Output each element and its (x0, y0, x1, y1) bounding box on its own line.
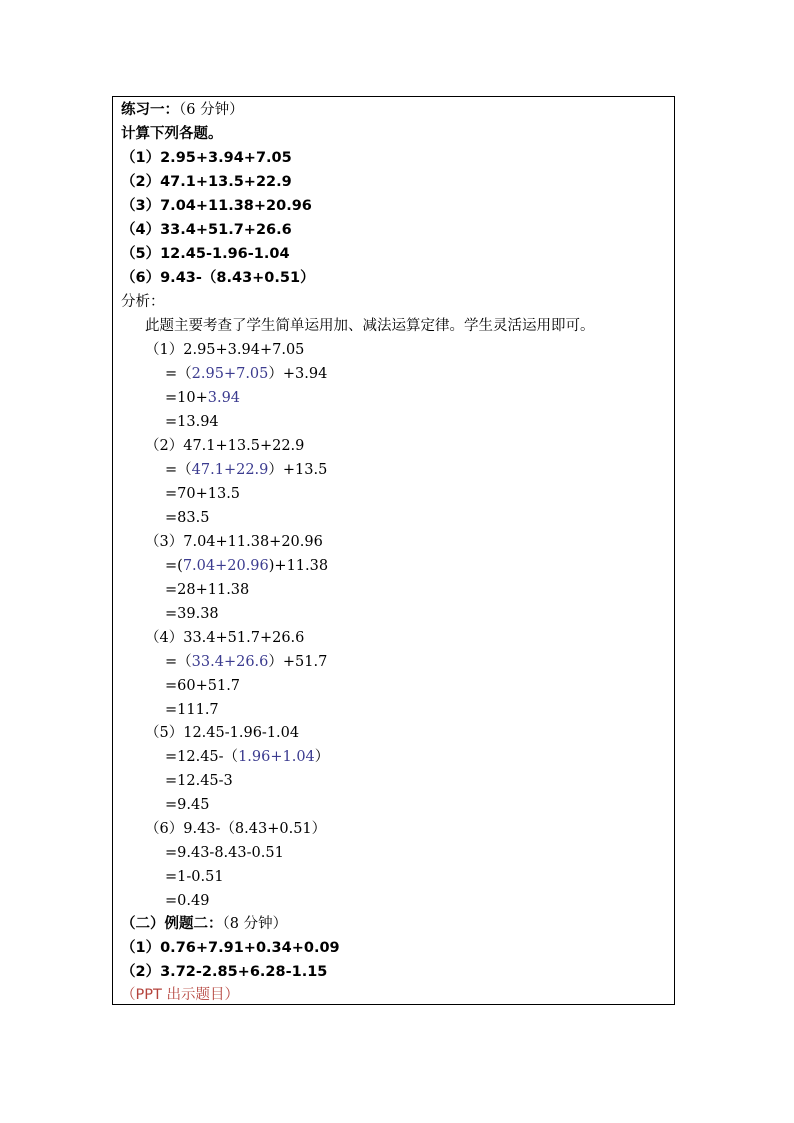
solution-step: =9.45 (165, 797, 210, 813)
solution-heading: （2）47.1+13.5+22.9 (145, 438, 305, 454)
example2-item: （2）3.72-2.85+6.28-1.15 (121, 964, 328, 980)
solution-step: =13.94 (165, 414, 219, 430)
solution-heading: （4）33.4+51.7+26.6 (145, 630, 305, 646)
exercise1-item: （4）33.4+51.7+26.6 (121, 222, 292, 238)
solution-step: =（33.4+26.6）+51.7 (165, 654, 328, 670)
exercise1-instruction: 计算下列各题。 (121, 126, 223, 142)
solution-step: =9.43-8.43-0.51 (165, 845, 284, 861)
solution-step: =12.45-（1.96+1.04） (165, 749, 330, 765)
solution-step: =28+11.38 (165, 582, 250, 598)
analysis-label: 分析： (121, 294, 165, 310)
solution-heading: （3）7.04+11.38+20.96 (145, 534, 323, 550)
solution-heading: （6）9.43-（8.43+0.51） (145, 821, 327, 837)
solution-heading: （5）12.45-1.96-1.04 (145, 725, 300, 741)
exercise1-heading: 练习一： (121, 102, 179, 118)
solution-step: =0.49 (165, 893, 210, 909)
solution-step: =111.7 (165, 702, 219, 718)
ppt-note: （PPT 出示题目） (121, 987, 239, 1003)
solution-step: =60+51.7 (165, 678, 241, 694)
example2-heading: （二）例题二： (121, 916, 223, 932)
solution-step: =（47.1+22.9）+13.5 (165, 462, 328, 478)
exercise1-item: （5）12.45-1.96-1.04 (121, 246, 290, 262)
exercise1-item: （3）7.04+11.38+20.96 (121, 198, 312, 214)
solution-step: =70+13.5 (165, 486, 241, 502)
analysis-intro: 此题主要考查了学生简单运用加、减法运算定律。学生灵活运用即可。 (145, 318, 595, 334)
exercise1-heading-line (121, 100, 244, 120)
example2-item: （1）0.76+7.91+0.34+0.09 (121, 940, 340, 956)
solution-step: =10+3.94 (165, 390, 241, 406)
solution-step: =39.38 (165, 606, 219, 622)
solution-step: =1-0.51 (165, 869, 224, 885)
example2-heading-line (121, 914, 287, 934)
solution-step: =（2.95+7.05）+3.94 (165, 366, 328, 382)
solution-step: =(7.04+20.96)+11.38 (165, 558, 329, 574)
solution-step: =83.5 (165, 510, 210, 526)
example2-time: （8 分钟） (222, 916, 288, 932)
exercise1-time: （6 分钟） (179, 102, 244, 118)
solution-step: =12.45-3 (165, 773, 233, 789)
exercise1-item: （1）2.95+3.94+7.05 (121, 150, 292, 166)
exercise1-item: （2）47.1+13.5+22.9 (121, 174, 292, 190)
solution-heading: （1）2.95+3.94+7.05 (145, 342, 305, 358)
exercise1-item: （6）9.43-（8.43+0.51） (121, 270, 315, 286)
